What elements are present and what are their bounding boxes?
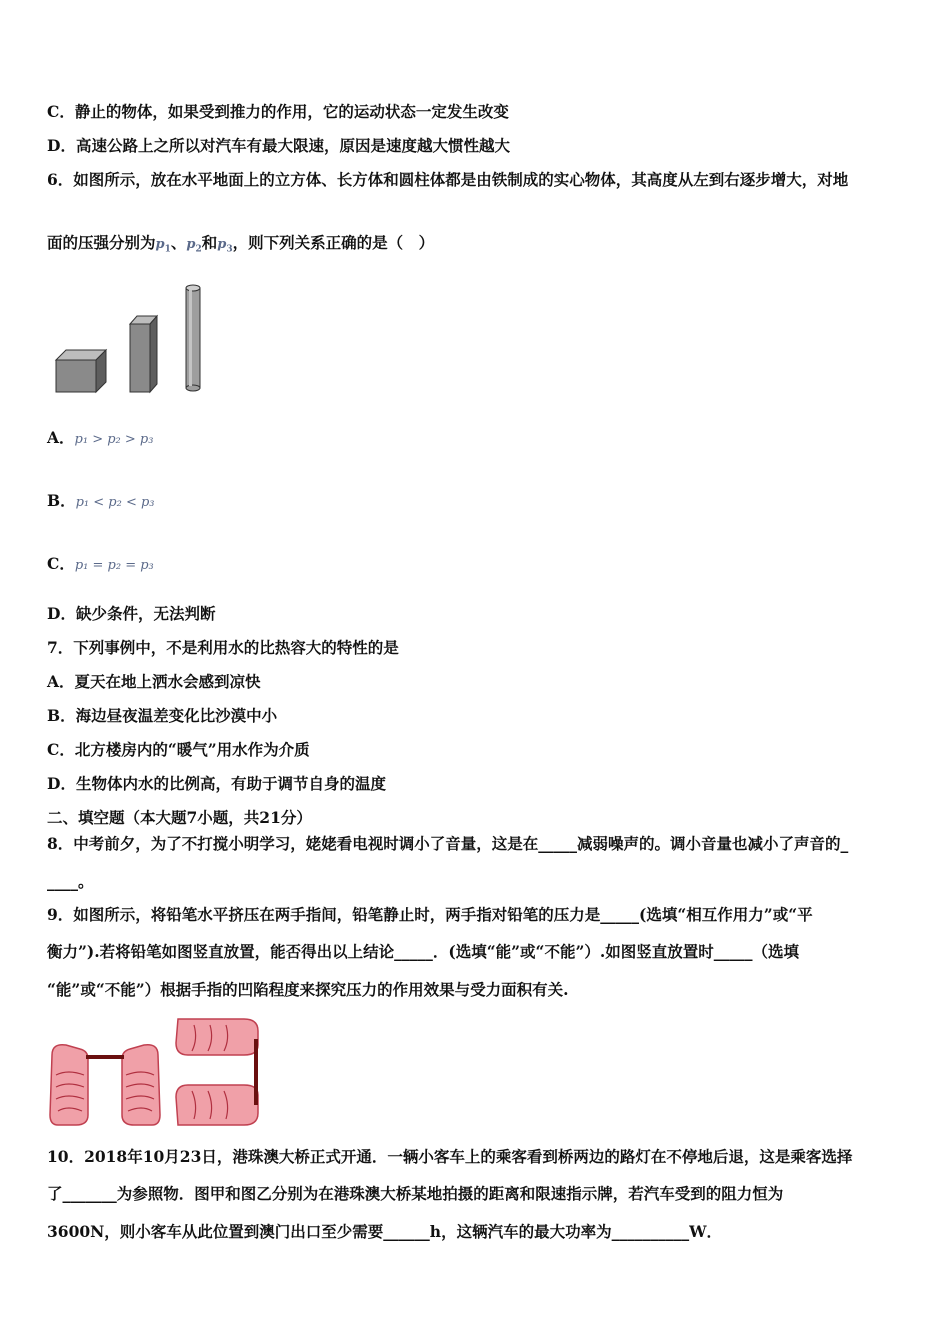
q6-option-a-expr: p₁ > p₂ > p₃ — [74, 432, 154, 447]
q6-option-c — [47, 554, 154, 576]
section2-title: 二、填空题（本大题7小题，共21分） — [47, 808, 312, 827]
q6-stem-and: 和 — [201, 233, 218, 252]
p1-symbol: $p_1$ — [155, 237, 171, 255]
q7-stem: 7．下列事例中，不是利用水的比热容大的特性的是 — [47, 638, 399, 657]
q7-option-a: A．夏天在地上洒水会感到凉快 — [47, 672, 261, 691]
p2-symbol: $p_2$ — [186, 237, 202, 255]
q6-option-b — [47, 491, 155, 513]
q6-stem-line2 — [47, 233, 434, 260]
p3-symbol: $p_3$ — [217, 237, 233, 255]
q6-option-c-expr: p₁ = p₂ = p₃ — [74, 558, 154, 573]
q9-line1: 9．如图所示，将铅笔水平挤压在两手指间，铅笔静止时，两手指对铅笔的压力是_____(选填“相互作用力”或“平 — [47, 905, 813, 924]
vertical-pencil-hands — [176, 1019, 258, 1125]
q6-option-a-label: A． — [47, 428, 75, 447]
q6-stem-sep1: 、 — [170, 233, 187, 252]
q6-option-b-label: B． — [47, 491, 76, 510]
q6-stem-text-b: ，则下列关系正确的是（ ） — [232, 233, 435, 252]
q7-option-d: D．生物体内水的比例高，有助于调节自身的温度 — [47, 774, 386, 793]
q5-option-d: D．高速公路上之所以对汽车有最大限速，原因是速度越大惯性越大 — [47, 136, 510, 155]
q9-line3: “能”或“不能”）根据手指的凹陷程度来探究压力的作用效果与受力面积有关. — [47, 980, 569, 999]
q6-option-a — [47, 428, 153, 450]
q9-fingers-pencil-figure — [48, 1015, 268, 1130]
horizontal-pencil-hands — [50, 1045, 160, 1125]
q6-option-c-label: C． — [47, 554, 75, 573]
q9-line2: 衡力”).若将铅笔如图竖直放置，能否得出以上结论_____．(选填“能”或“不能”）.如图竖直放置时_____（选填 — [47, 942, 800, 961]
q6-stem-line1: 6．如图所示，放在水平地面上的立方体、长方体和圆柱体都是由铁制成的实心物体，其高度从左到右逐步增大，对地 — [47, 170, 849, 189]
q10-line2: 了_______为参照物．图甲和图乙分别为在港珠澳大桥某地拍摄的距离和限速指示牌，若汽车受到的阻力恒为 — [47, 1184, 784, 1203]
q7-option-c: C．北方楼房内的“暖气”用水作为介质 — [47, 740, 310, 759]
q6-option-d: D．缺少条件，无法判断 — [47, 604, 216, 623]
q8-line1: 8．中考前夕，为了不打搅小明学习，姥姥看电视时调小了音量，这是在_____减弱噪声的。调小音量也减小了声音的_ — [47, 834, 849, 853]
q10-line3: 3600N，则小客车从此位置到澳门出口至少需要______h，这辆汽车的最大功率为__________W． — [47, 1222, 722, 1241]
q6-stem-text-a: 面的压强分别为 — [47, 233, 156, 252]
q6-option-b-expr: p₁ < p₂ < p₃ — [75, 495, 155, 510]
q10-line1: 10．2018年10月23日，港珠澳大桥正式开通．一辆小客车上的乘客看到桥两边的路灯在不停地后退，这是乘客选择 — [47, 1147, 853, 1166]
cylinder-shape — [186, 285, 200, 391]
q7-option-b: B．海边昼夜温差变化比沙漠中小 — [47, 706, 278, 725]
q8-line2: ____。 — [47, 872, 94, 891]
q5-option-c: C．静止的物体，如果受到推力的作用，它的运动状态一定发生改变 — [47, 102, 509, 121]
cuboid-shape — [130, 316, 157, 392]
cube-shape — [56, 350, 106, 392]
q6-solids-figure — [50, 280, 220, 400]
